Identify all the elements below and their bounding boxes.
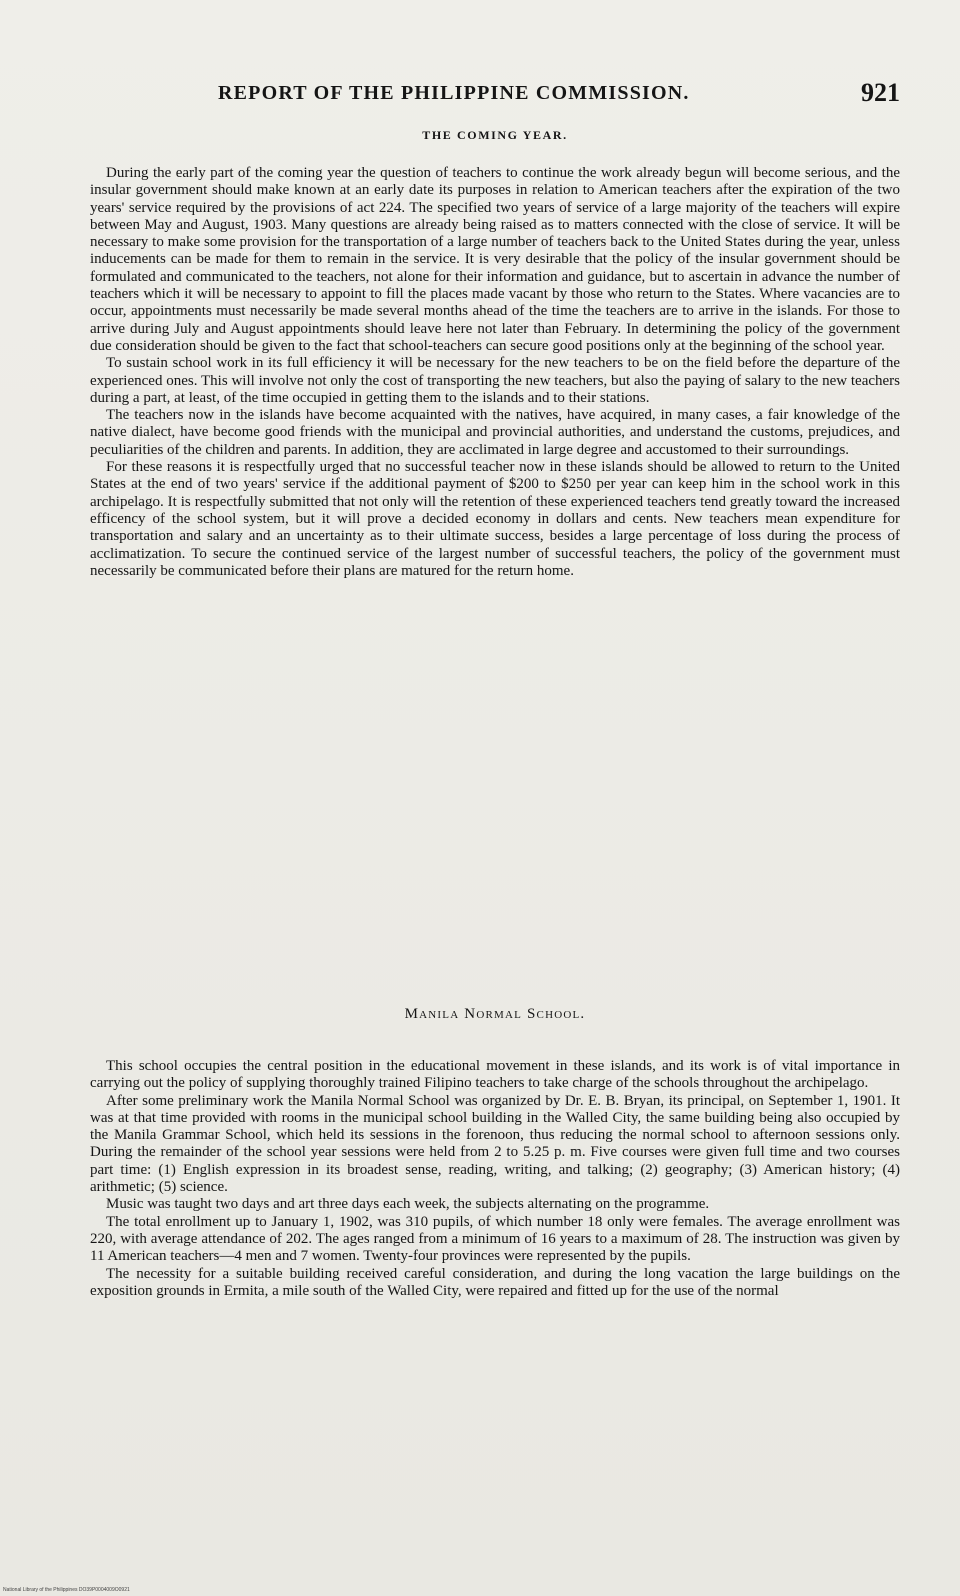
paragraph: During the early part of the coming year the question of teachers to continue the work already begun will become serious, and the insular government should make known at an early date its purposes in relation to American teachers after the expiration of the two years' service required by the provisions of act 224. The specified two years of service of a large majority of the teachers will expire between May and August, 1903. Many questions are already being raised as to matters connected with the close of service. It will be necessary to make some provision for the transportation of a large number of teachers back to the United States during the year, unless inducements can be made for them to remain in the service. It is very desirable that the policy of the insular government should be formulated and communicated to the teachers, not alone for their information and guidance, but to ascertain in advance the number of teachers which it will be necessary to appoint to fill the places made vacant by those who return to the States. Where vacancies are to occur, appointments must necessarily be made several months ahead of the time the teachers are to arrive in the islands. For those to arrive during July and August appointments should leave here not later than February. In determining the policy of the government due consideration should be given to the fact that school-teachers can secure good positions only at the beginning of the school year. bbox=[90, 165, 900, 354]
page-header bbox=[90, 78, 900, 114]
paragraph: For these reasons it is respectfully urged that no successful teacher now in these islands should be allowed to return to the United States at the end of two years' service if the additional payment of $200 to $250 per year can keep him in the school work in this archipelago. It is respectfully submitted that not only will the retention of these experienced teachers tend greatly toward the increased efficency of the school system, but it will prove a decided economy in dollars and cents. New teachers mean expenditure for transportation and salary and an uncertainty as to their ultimate success, besides a large percentage of loss during the process of acclimatization. To secure the continued service of the largest number of successful teachers, the policy of the government must necessarily be communicated before their plans are matured for the return home. bbox=[90, 459, 900, 579]
section-body-coming-year bbox=[90, 165, 900, 580]
section-heading-manila-normal-school: Manila Normal School. bbox=[404, 1006, 586, 1022]
paragraph: The necessity for a suitable building received careful consideration, and during the long vacation the large buildings on the exposition grounds in Ermita, a mile south of the Walled City, were repaired and fitted up for the use of the normal bbox=[90, 1265, 900, 1299]
scan-footer: National Library of the Philippines DO39P0004009O0921 bbox=[3, 1587, 130, 1593]
running-title: REPORT OF THE PHILIPPINE COMMISSION. bbox=[218, 82, 690, 104]
paragraph: Music was taught two days and art three days each week, the subjects alternating on the programme. bbox=[106, 1196, 710, 1213]
paragraph: The total enrollment up to January 1, 1902, was 310 pupils, of which number 18 only were females. The average enrollment was 220, with average attendance of 202. The ages ranged from a minimum of 16 years to a maximum of 28. The instruction was given by 11 American teachers—4 men and 7 women. Twenty-four provinces were represented by the pupils. bbox=[90, 1213, 900, 1265]
paragraph: This school occupies the central position in the educational movement in these islands, and its work is of vital importance in carrying out the policy of supplying thoroughly trained Filipino teachers to take charge of the schools throughout the archipelago. bbox=[90, 1058, 900, 1092]
paragraph: The teachers now in the islands have become acquainted with the natives, have acquired, in many cases, a fair knowledge of the native dialect, have become good friends with the municipal and provincial authorities, and understand the customs, prejudices, and peculiarities of the children and parents. In addition, they are acclimated in large degree and accustomed to their surroundings. bbox=[90, 407, 900, 458]
section-heading-coming-year: THE COMING YEAR. bbox=[422, 128, 568, 142]
paragraph: After some preliminary work the Manila Normal School was organized by Dr. E. B. Bryan, its principal, on September 1, 1901. It was at that time provided with rooms in the municipal school building in the Walled City, the same building being also occupied by the Manila Grammar School, which held its sessions in the forenoon, thus reducing the normal school to afternoon sessions only. During the remainder of the school year sessions were held from 2 to 5.25 p. m. Five courses were given full time and two courses part time: (1) English expression in its broadest sense, reading, writing, and talking; (2) geography; (3) American history; (4) arithmetic; (5) science. bbox=[90, 1092, 900, 1196]
page-number: 921 bbox=[861, 78, 900, 107]
section-body-manila-normal-school bbox=[90, 1058, 900, 1300]
paragraph: To sustain school work in its full efficiency it will be necessary for the new teachers to be on the field before the departure of the experienced ones. This will involve not only the cost of transporting the new teachers, but also the paying of salary to the new teachers during a part, at least, of the time occupied in getting them to the islands and to their stations. bbox=[90, 355, 900, 406]
